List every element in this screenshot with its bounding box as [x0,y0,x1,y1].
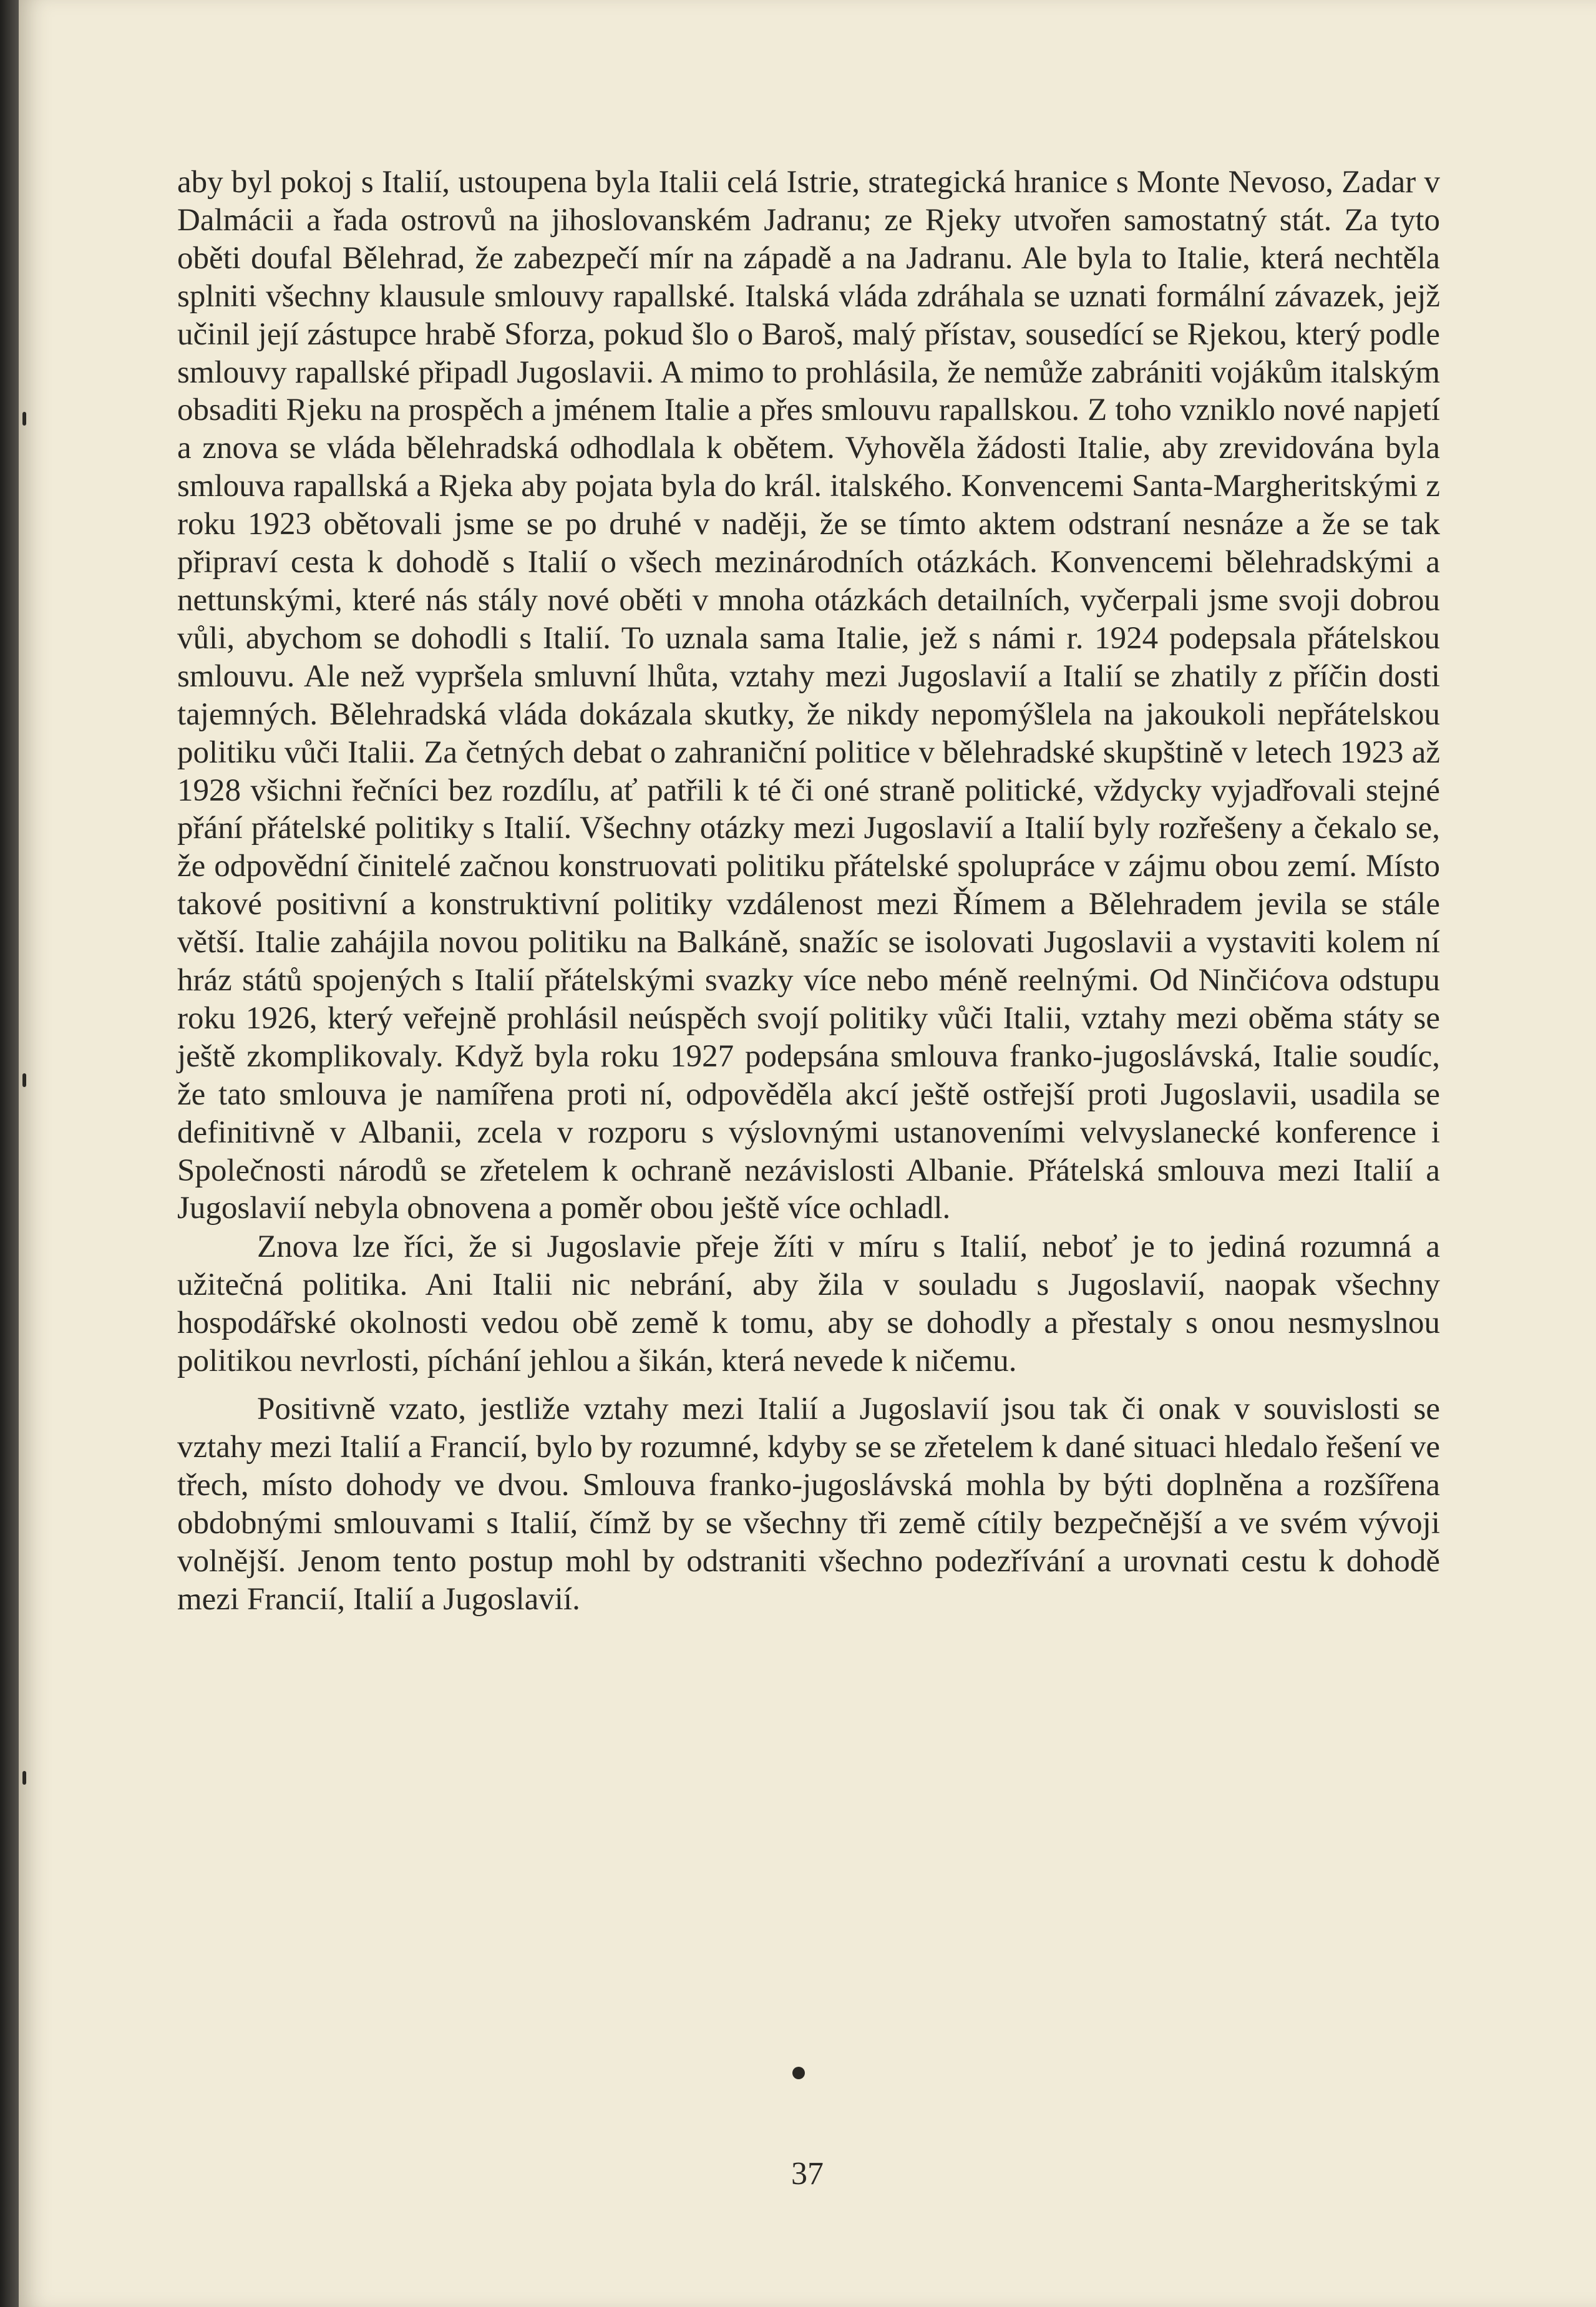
scan-edge [0,0,19,2307]
book-page [19,0,1596,2307]
paragraph: Positivně vzato, jestliže vztahy mezi Italií a Jugoslavií jsou tak či onak v souvislosti se vztahy mezi Italií a Francií, bylo by rozumné, kdyby se se zřetelem k dané situaci hledalo řešení ve třech, místo dohody ve dvou. Smlouva franko-jugoslávská mohla by býti doplněna a rozšířena obdobnými smlouvami s Italií, čímž by se všechny tři země cítily bezpečnější a ve svém vývoji volnější. Jenom tento postup mohl by odstraniti všechno podezřívání a urovnati cestu k dohodě mezi Francií, Italií a Jugoslavií. [177,1392,1440,1617]
section-end-dot [792,2067,805,2079]
margin-speck [22,1073,26,1087]
paragraph-continuation: aby byl pokoj s Italií, ustoupena byla Italii celá Istrie, strategická hranice s Monte Nevoso, Zadar v Dalmácii a řada ostrovů na jihoslovanském Jadranu; ze Rjeky utvořen samostatný stát. Za tyto oběti doufal Bělehrad, že zabezpečí mír na západě a na Jadranu. Ale byla to Italie, která nechtěla splniti všechny klausule smlouvy rapallské. Italská vláda zdráhala se uznati formální závazek, jejž učinil její zástupce hrabě Sforza, pokud šlo o Baroš, malý přístav, sousedící se Rjekou, který podle smlouvy rapallské připadl Jugoslavii. A mimo to prohlásila, že nemůže zabrániti vojákům italským obsaditi Rjeku na prospěch a jménem Italie a přes smlouvu rapallskou. Z toho vzniklo nové napjetí a znova se vláda bělehradská odhodlala k obětem. Vyhověla žádosti Italie, aby zrevidována byla smlouva rapallská a Rjeka aby pojata byla do král. italského. Konvencemi Santa-Margheritskými z roku 1923 obětovali jsme se po druhé v naději, že se tímto aktem odstraní nesnáze a že se tak připraví cesta k dohodě s Italií o všech mezinárodních otázkách. Konvencemi bělehradskými a nettunskými, které nás stály nové oběti v mnoha otázkách detailních, vyčerpali jsme svoji dobrou vůli, abychom se dohodli s Italií. To uznala sama Italie, jež s námi r. 1924 podepsala přátelskou smlouvu. Ale než vypršela smluvní lhůta, vztahy mezi Jugoslavií a Italií se zhatily z příčin dosti tajemných. Bělehradská vláda dokázala skutky, že nikdy nepomýšlela na jakoukoli nepřátelskou politiku vůči Italii. Za četných debat o zahraniční politice v bělehradské skupštině v letech 1923 až 1928 všichni řečníci bez rozdílu, ať patřili k té či oné straně politické, vždycky vyjadřovali stejné přání přátelské politiky s Italií. Všechny otázky mezi Jugoslavií a Italií byly rozřešeny a čekalo se, že odpovědní činitelé začnou konstruovati politiku přátelské spolupráce v zájmu obou zemí. Místo takové positivní a konstruktivní politiky vzdálenost mezi Římem a Bělehradem jevila se stále větší. Italie zahájila novou politiku na Balkáně, snažíc se isolovati Jugoslavii a vystaviti kolem ní hráz států spojených s Italií přátelskými svazky více nebo méně reelnými. Od Ninčićova odstupu roku 1926, který veřejně prohlásil neúspěch svojí politiky vůči Italii, vztahy mezi oběma státy se ještě zkomplikovaly. Když byla roku 1927 podepsána smlouva franko-jugoslávská, Italie soudíc, že tato smlouva je namířena proti ní, odpověděla akcí ještě ostřejší proti Jugoslavii, usadila se definitivně v Albanii, zcela v rozporu s výslovnými ustanoveními velvyslanecké konference i Společnosti národů se zřetelem k ochraně nezávislosti Albanie. Přátelská smlouva mezi Italií a Jugoslavií nebyla obnovena a poměr obou ještě více ochladl. [177,165,1440,1226]
body-text [177,163,1440,1618]
paragraph: Znova lze říci, že si Jugoslavie přeje žíti v míru s Italií, neboť je to jediná rozumná a užitečná politika. Ani Italii nic nebrání, aby žila v souladu s Jugoslavií, naopak všechny hospodářské okolnosti vedou obě země k tomu, aby se dohodly a přestaly s onou nesmyslnou politikou nevrlosti, píchání jehlou a šikán, která nevede k ničemu. [177,1229,1440,1379]
page-number: 37 [791,2156,824,2192]
margin-speck [22,1771,26,1785]
margin-speck [22,412,26,426]
